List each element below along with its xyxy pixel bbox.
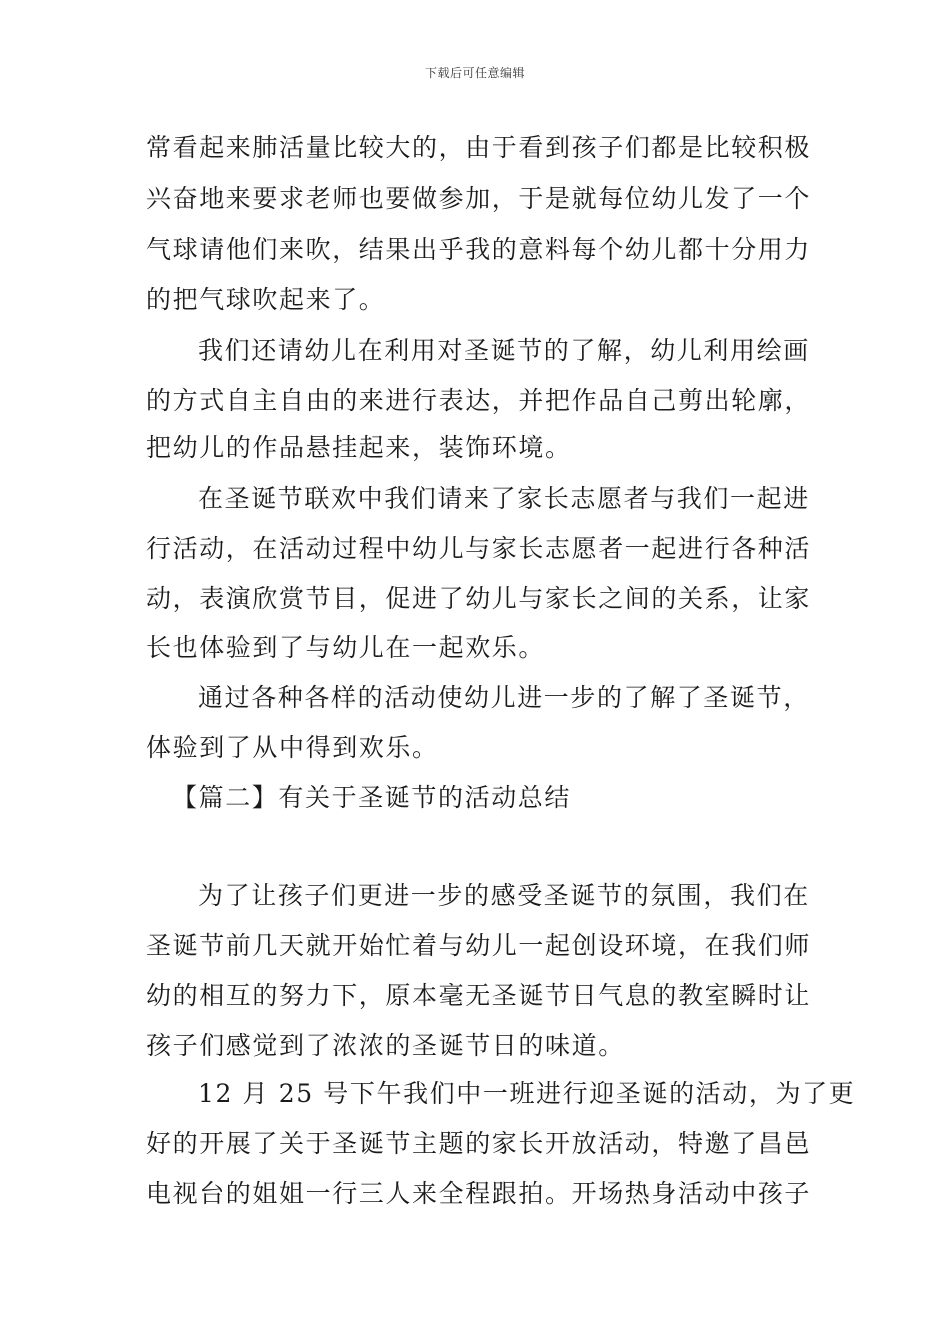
body-line: 长也体验到了与幼儿在一起欢乐。 [146, 633, 546, 662]
body-line: 行活动，在活动过程中幼儿与家长志愿者一起进行各种活 [146, 534, 812, 563]
body-line: 12 月 25 号下午我们中一班进行迎圣诞的活动，为了更 [198, 1079, 856, 1108]
body-line: 体验到了从中得到欢乐。 [146, 733, 439, 762]
body-line: 把幼儿的作品悬挂起来，装饰环境。 [146, 433, 572, 462]
body-line: 我们还请幼儿在利用对圣诞节的了解，幼儿利用绘画 [198, 336, 810, 365]
body-line: 通过各种各样的活动使幼儿进一步的了解了圣诞节， [198, 683, 810, 712]
body-line: 孩子们感觉到了浓浓的圣诞节日的味道。 [146, 1031, 625, 1060]
body-line: 好的开展了关于圣诞节主题的家长开放活动，特邀了昌邑 [146, 1129, 812, 1158]
body-line: 幼的相互的努力下，原本毫无圣诞节日气息的教室瞬时让 [146, 981, 812, 1010]
body-line: 的把气球吹起来了。 [146, 285, 386, 314]
body-line: 在圣诞节联欢中我们请来了家长志愿者与我们一起进 [198, 484, 810, 513]
body-line: 的方式自主自由的来进行表达，并把作品自己剪出轮廓， [146, 386, 812, 415]
body-line: 气球请他们来吹，结果出乎我的意料每个幼儿都十分用力 [146, 235, 812, 264]
section-heading: 【篇二】有关于圣诞节的活动总结 [172, 783, 572, 812]
body-line: 为了让孩子们更进一步的感受圣诞节的氛围，我们在 [198, 881, 810, 910]
body-line: 圣诞节前几天就开始忙着与幼儿一起创设环境，在我们师 [146, 931, 812, 960]
body-line: 常看起来肺活量比较大的，由于看到孩子们都是比较积极 [146, 133, 812, 162]
page-header-note: 下载后可任意编辑 [424, 66, 525, 80]
body-line: 动，表演欣赏节目，促进了幼儿与家长之间的关系，让家 [146, 584, 812, 613]
body-line: 电视台的姐姐一行三人来全程跟拍。开场热身活动中孩子 [146, 1179, 812, 1208]
body-line: 兴奋地来要求老师也要做参加，于是就每位幼儿发了一个 [146, 184, 812, 213]
